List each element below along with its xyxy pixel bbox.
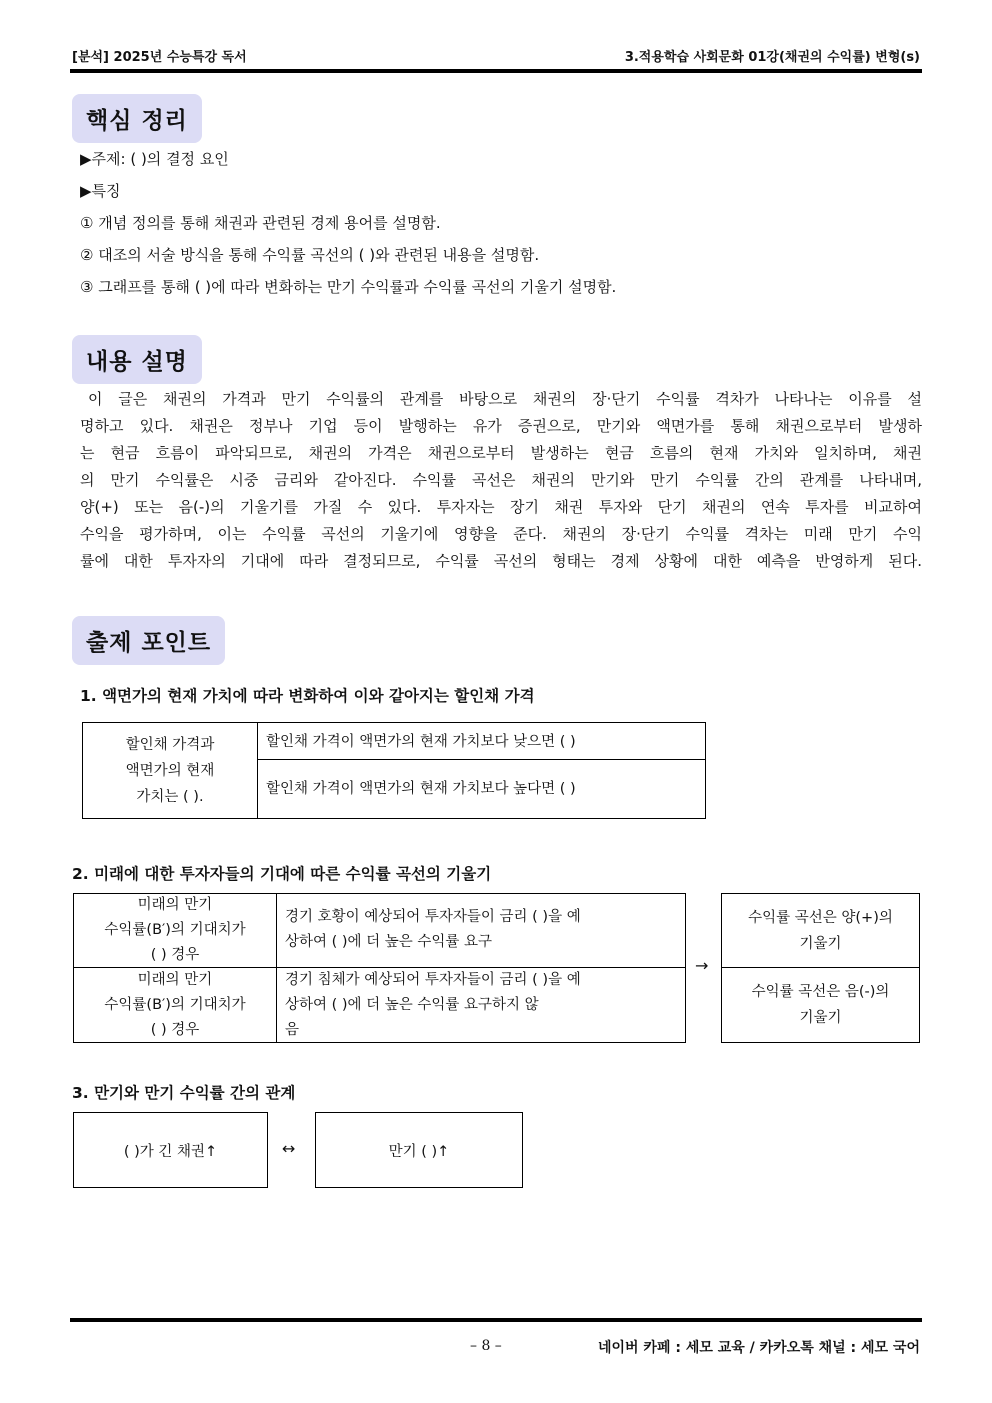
paragraph-line: 의 만기 수익률은 시중 금리와 같아진다. 수익률 곡선은 채권의 만기와 만기 수익률 간의 관계를 나타내며, — [80, 471, 922, 489]
point2-title: 2. 미래에 대한 투자자들의 기대에 따른 수익률 곡선의 기울기 — [72, 865, 492, 883]
paragraph-line: 률에 대한 투자자의 기대에 따라 결정되므로, 수익률 곡선의 형태는 경제 상황에 대한 예측을 반영하게 된다. — [80, 552, 922, 570]
point1-row2: 할인채 가격이 액면가의 현재 가치보다 높다면 ( ) — [266, 781, 576, 797]
content-paragraph — [80, 386, 922, 575]
point1-left-cell — [83, 723, 258, 818]
paragraph-line: 명하고 있다. 채권은 정부나 기업 등이 발행하는 유가 증권으로, 만기와 액면가를 통해 채권으로부터 발생하 — [80, 417, 922, 435]
cell-text: 미래의 만기 — [137, 971, 213, 988]
section-title-content-explanation: 내용 설명 — [72, 335, 202, 384]
cell-text: ( ) 경우 — [150, 947, 200, 963]
cell-text: 수익률 곡선은 양(+)의 — [748, 909, 893, 926]
header-right: 3.적용학습 사회문화 01강(채권의 수익률) 변형(s) — [624, 50, 920, 65]
cell-text: 상하여 ( )에 더 높은 수익률 요구하지 않 — [285, 997, 539, 1013]
point1-table — [82, 722, 706, 819]
feature-item: ① 개념 정의를 통해 채권과 관련된 경제 용어를 설명함. — [80, 214, 441, 232]
paragraph-line: 양(+) 또는 음(-)의 기울기를 가질 수 있다. 투자자는 장기 채권 투자와 단기 채권의 연속 투자를 비교하여 — [80, 498, 922, 516]
cell-text: 가치는 ( ). — [136, 788, 204, 805]
section-title-core-summary: 핵심 정리 — [72, 94, 202, 143]
page-number: – 8 – — [470, 1338, 502, 1354]
cell-text: 미래의 만기 — [137, 897, 213, 913]
double-arrow-icon: ↔ — [282, 1139, 296, 1158]
section-title-exam-points: 출제 포인트 — [72, 616, 225, 665]
cell-text: 할인채 가격과 — [125, 736, 215, 753]
footer-text: 네이버 카페 : 세모 교육 / 카카오톡 채널 : 세모 국어 — [597, 1340, 920, 1356]
paragraph-line: 수익을 평가하며, 이는 수익률 곡선의 기울기에 영향을 준다. 채권의 장·단기 수익률 격차는 미래 만기 수익 — [80, 525, 922, 543]
cell-text: 기울기 — [799, 935, 842, 952]
point2-row2-left — [74, 968, 277, 1042]
feature-label: ▶특징 — [80, 182, 121, 200]
cell-text: ( ) 경우 — [150, 1021, 200, 1038]
point3-title: 3. 만기와 만기 수익률 간의 관계 — [72, 1084, 296, 1102]
paragraph-line: 는 현금 흐름이 파악되므로, 채권의 가격은 채권으로부터 발생하는 현금 흐름의 현재 가치와 일치하며, 채권 — [80, 444, 922, 462]
point2-row1-left — [74, 894, 277, 968]
point2-row1-mid — [277, 894, 685, 968]
paragraph-line: 이 글은 채권의 가격과 만기 수익률의 관계를 바탕으로 채권의 장·단기 수익률 격차가 나타나는 이유를 설 — [88, 390, 922, 408]
point3-box-left: ( )가 긴 채권↑ — [73, 1112, 268, 1188]
point2-result1 — [722, 894, 919, 968]
cell-text: 수익률(B′)의 기대치가 — [104, 922, 246, 938]
cell-text: 액면가의 현재 — [125, 762, 215, 779]
point2-result2 — [722, 968, 919, 1042]
cell-text: 음 — [285, 1022, 300, 1038]
point1-title: 1. 액면가의 현재 가치에 따라 변화하여 이와 같아지는 할인채 가격 — [80, 687, 535, 705]
topic-line: ▶주제: ( )의 결정 요인 — [80, 150, 229, 168]
header-rule — [70, 69, 922, 73]
right-arrow-icon: → — [695, 956, 709, 975]
cell-text: 경기 호황이 예상되어 투자자들이 금리 ( )을 예 — [285, 909, 581, 925]
header-left: [분석] 2025년 수능특강 독서 — [72, 50, 247, 65]
feature-item: ③ 그래프를 통해 ( )에 따라 변화하는 만기 수익률과 수익률 곡선의 기울기 설명함. — [80, 278, 617, 296]
footer-rule — [70, 1318, 922, 1322]
point3-box-right: 만기 ( )↑ — [315, 1112, 523, 1188]
point2-row2-mid — [277, 968, 685, 1042]
cell-text: 상하여 ( )에 더 높은 수익률 요구 — [285, 934, 493, 950]
cell-text: 수익률 곡선은 음(-)의 — [751, 984, 890, 1000]
cell-text: 경기 침체가 예상되어 투자자들이 금리 ( )을 예 — [285, 972, 581, 988]
cell-text: 기울기 — [799, 1010, 842, 1026]
point2-result-table — [721, 893, 920, 1043]
point1-row1: 할인채 가격이 액면가의 현재 가치보다 낮으면 ( ) — [258, 723, 705, 760]
feature-item: ② 대조의 서술 방식을 통해 수익률 곡선의 ( )와 관련된 내용을 설명함. — [80, 246, 540, 264]
point2-table — [73, 893, 686, 1043]
cell-text: 수익률(B′)의 기대치가 — [104, 996, 246, 1013]
